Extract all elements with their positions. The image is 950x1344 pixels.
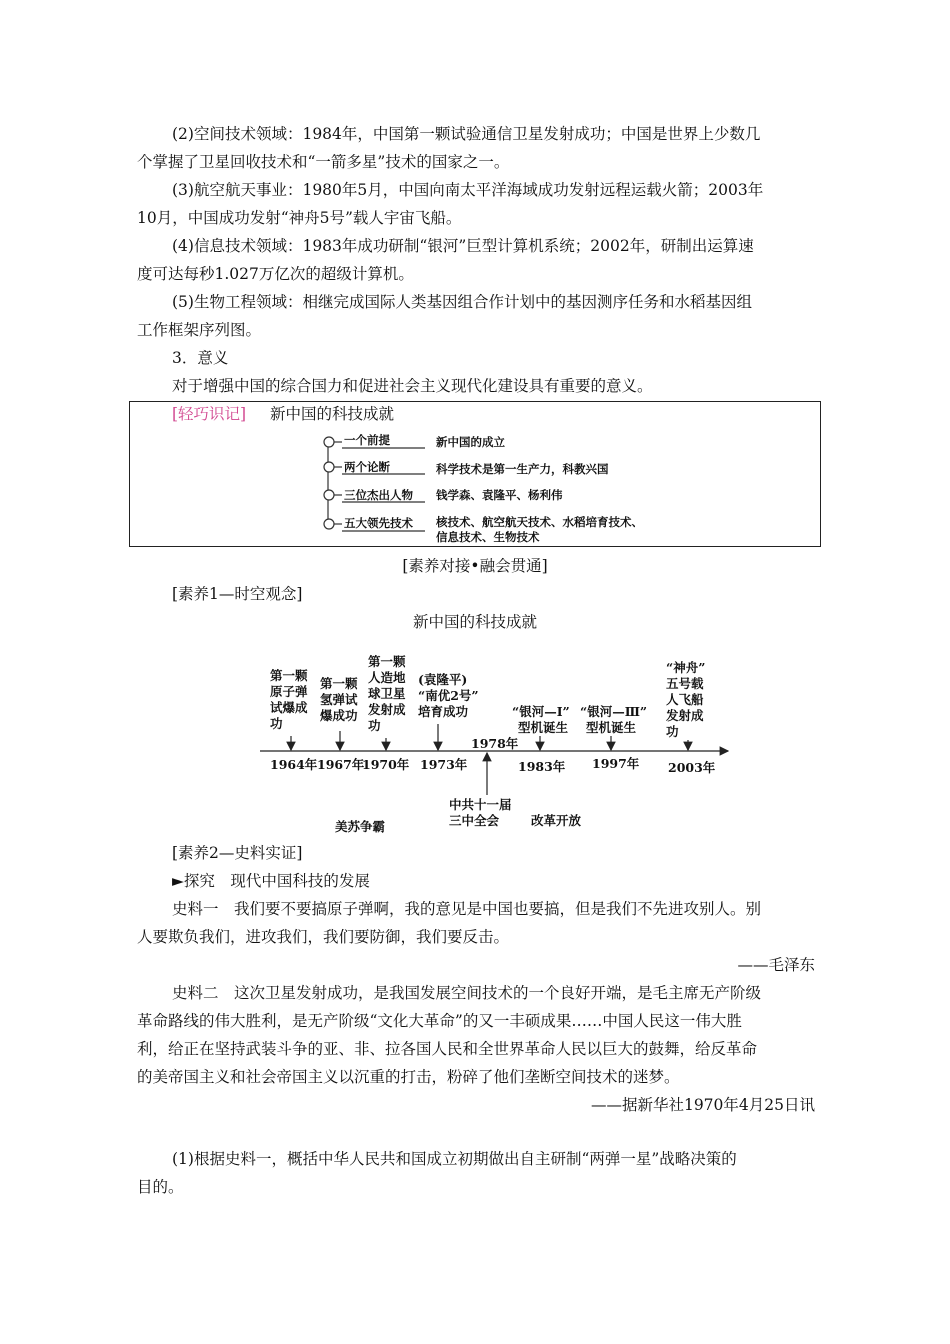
source-2-text-cont: 利，给正在坚持武装斗争的亚、非、拉各国人民和全世界革命人民以巨大的鼓舞，给反革命 [137,1040,758,1058]
timeline-year: 1997年 [592,756,640,771]
paragraph-space-tech: (2)空间技术领域：1984年，中国第一颗试验通信卫星发射成功；中国是世界上少数几 [172,125,761,143]
memory-item-label: 三位杰出人物 [344,488,413,502]
question-1-cont: 目的。 [137,1178,184,1196]
paragraph-space-tech-cont: 个掌握了卫星回收技术和“一箭多星”技术的国家之一。 [137,153,510,171]
timeline-event-text: 第一颗 氢弹试 爆成功 [320,676,358,723]
timeline-year: 1978年 [471,736,519,751]
memory-item-desc: 新中国的成立 [436,435,505,449]
literacy-1-heading: [素养1—时空观念] [172,585,303,603]
memory-item-label: 两个论断 [344,460,390,474]
paragraph-bio-eng: (5)生物工程领域：相继完成国际人类基因组合作计划中的基因测序任务和水稻基因组 [172,293,752,311]
paragraph-info-tech: (4)信息技术领域：1983年成功研制“银河”巨型计算机系统；2002年，研制出运算速 [172,237,754,255]
timeline-year: 2003年 [668,760,716,775]
timeline-cold-war-label: 美苏争霸 [335,819,386,834]
timeline-reform-label: 改革开放 [531,813,582,828]
memory-item-desc: 科学技术是第一生产力，科教兴国 [436,462,609,476]
section-header: [素养对接•融会贯通] [402,557,548,575]
memory-item-label: 一个前提 [344,433,390,447]
timeline-event-text: “银河—Ⅲ” 型机诞生 [580,704,648,735]
timeline-event-text: “银河—Ⅰ” 型机诞生 [512,704,570,735]
paragraph-aerospace: (3)航空航天事业：1980年5月，中国向南太平洋海域成功发射远程运载火箭；2003年 [172,181,764,199]
question-1: (1)根据史料一，概括中华人民共和国成立初期做出自主研制“两弹一星”战略决策的 [172,1150,737,1168]
source-2-text-cont: 的美帝国主义和社会帝国主义以沉重的打击，粉碎了他们垄断空间技术的迷梦。 [137,1068,680,1086]
timeline-year: 1970年 [362,757,410,772]
memory-item-label: 五大领先技术 [344,516,413,530]
paragraph-info-tech-cont: 度可达每秒1.027万亿次的超级计算机。 [137,265,414,283]
memory-item-desc: 信息技术、生物技术 [436,530,540,544]
timeline-title: 新中国的科技成就 [412,613,537,631]
timeline-plenum-label: 中共十一届 三中全会 [449,797,512,828]
timeline-event-text: 第一颗 原子弹 试爆成 功 [270,668,308,731]
source-2-attribution: ——据新华社1970年4月25日讯 [590,1096,815,1114]
timeline-event-text: (袁隆平) “南优2号” 培育成功 [418,672,479,719]
timeline-year: 1983年 [518,759,566,774]
timeline-year: 1967年 [317,757,365,772]
paragraph-aerospace-cont: 10月，中国成功发射“神舟5号”载人宇宙飞船。 [137,209,462,227]
memory-title: 新中国的科技成就 [270,405,395,423]
literacy-2-heading: [素养2—史料实证] [172,844,303,862]
source-2-text: 史料二 这次卫星发射成功，是我国发展空间技术的一个良好开端，是毛主席无产阶级 [172,984,762,1002]
source-2-text-cont: 革命路线的伟大胜利，是无产阶级“文化大革命”的又一丰硕成果……中国人民这一伟大胜 [137,1012,742,1030]
timeline-year: 1973年 [420,757,468,772]
section-heading-significance: 3．意义 [172,349,229,367]
source-1-attribution: ——毛泽东 [737,956,815,974]
memory-item-desc: 钱学森、袁隆平、杨利伟 [436,488,563,502]
timeline-event-text: 第一颗 人造地 球卫星 发射成 功 [368,654,406,733]
paragraph-bio-eng-cont: 工作框架序列图。 [137,321,262,339]
timeline-event-text: “神舟” 五号载 人飞船 发射成 功 [666,660,706,739]
source-1-text: 史料一 我们要不要搞原子弹啊，我的意见是中国也要搞，但是我们不先进攻别人。别 [172,900,762,918]
memory-item-desc: 核技术、航空航天技术、水稻培育技术、 [436,515,643,529]
paragraph-significance: 对于增强中国的综合国力和促进社会主义现代化建设具有重要的意义。 [172,377,653,395]
timeline-year: 1964年 [270,757,318,772]
explore-heading: ►探究 现代中国科技的发展 [172,872,370,890]
source-1-text-cont: 人要欺负我们，进攻我们，我们要防御，我们要反击。 [137,928,510,946]
memory-tag: [轻巧识记] [172,405,247,423]
